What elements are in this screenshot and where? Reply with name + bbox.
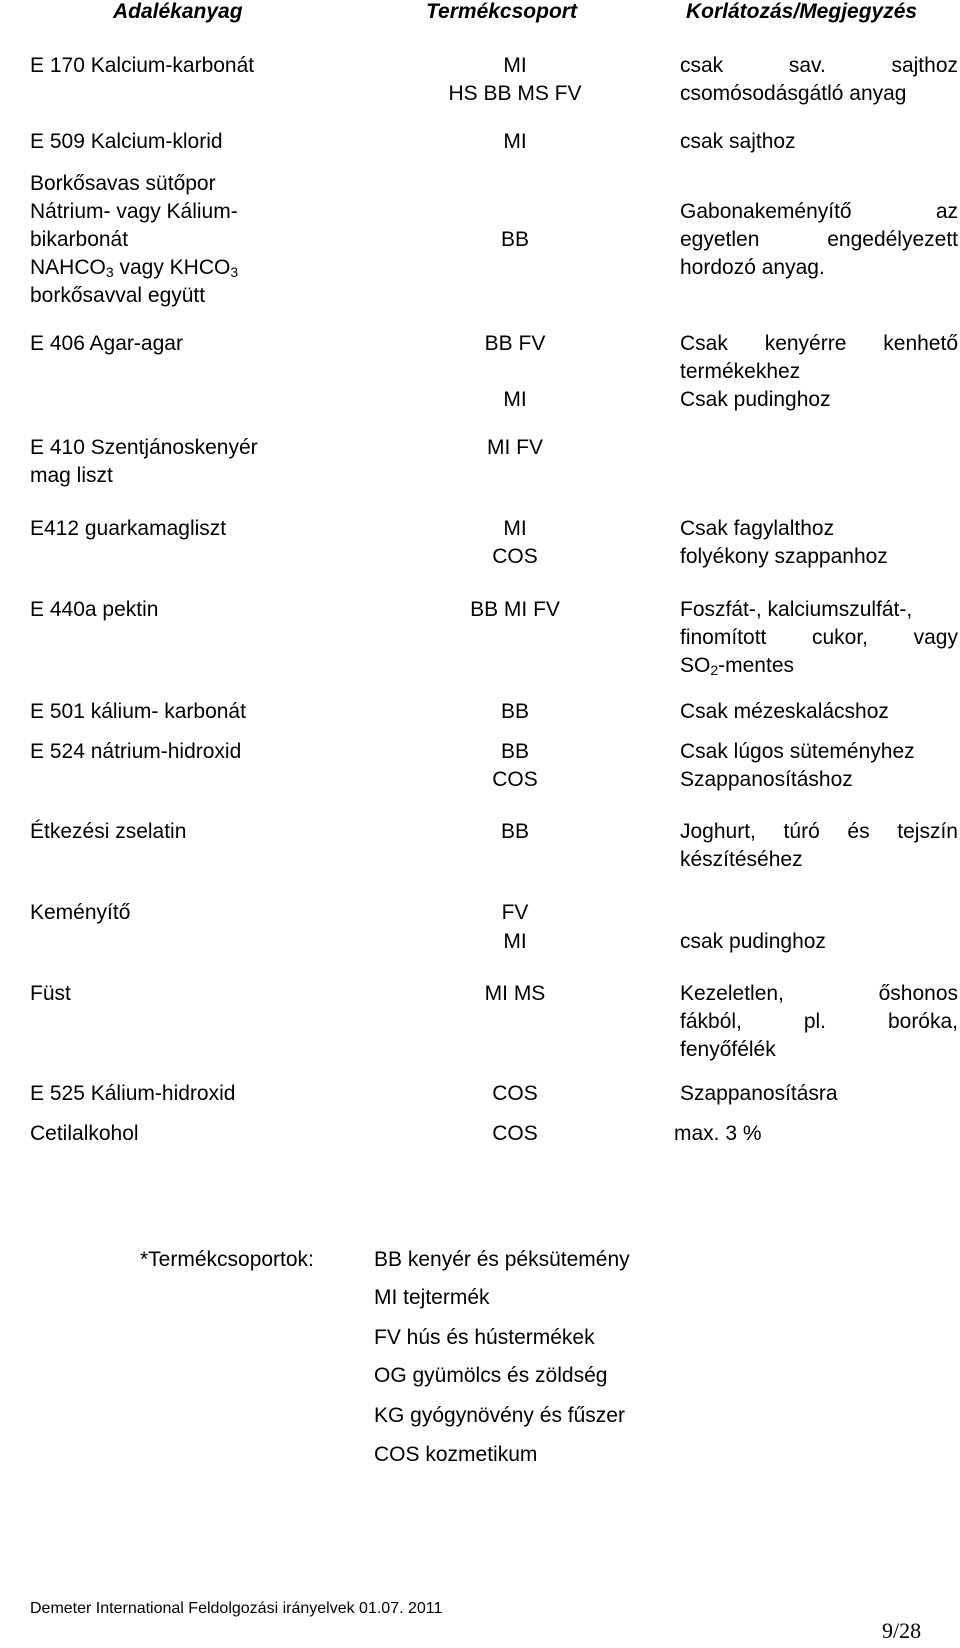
note-e406-1: Csak kenyérre kenhető — [680, 332, 958, 355]
additive-e410-2: mag liszt — [30, 464, 113, 487]
group-smoke: MI MS — [484, 982, 546, 1005]
note-e440a-2: finomított cukor, vagy — [680, 626, 958, 649]
note-starch: csak pudinghoz — [680, 930, 826, 953]
group-cetyl: COS — [492, 1122, 538, 1145]
note-e406-3: Csak pudinghoz — [680, 388, 831, 411]
legend-item-bb: BB kenyér és péksütemény — [374, 1248, 630, 1271]
additive-e501: E 501 kálium- karbonát — [30, 700, 246, 723]
note-e412-1: Csak fagylalthoz — [680, 517, 835, 540]
legend-label: *Termékcsoportok: — [140, 1248, 314, 1271]
group-e524-1: BB — [500, 740, 529, 763]
note-baking-powder-1: Gabonakeményítő az — [680, 200, 958, 223]
group-e170-2: HS BB MS FV — [448, 82, 582, 105]
note-e412-2: folyékony szappanhoz — [680, 545, 888, 568]
additive-gelatin: Étkezési zselatin — [30, 820, 187, 843]
note-cetyl: max. 3 % — [674, 1122, 762, 1145]
mentes-text: -mentes — [718, 654, 794, 677]
header-additive: Adalékanyag — [113, 0, 243, 23]
group-e412-1: MI — [503, 517, 527, 540]
additive-e412: E412 guarkamagliszt — [30, 517, 227, 540]
legend-item-cos: COS kozmetikum — [374, 1443, 538, 1466]
page-number: 9/28 — [882, 1618, 922, 1643]
group-e410: MI FV — [487, 436, 543, 459]
group-e412-2: COS — [492, 545, 538, 568]
group-e406-1: BB FV — [484, 332, 546, 355]
note-e406-2: termékekhez — [680, 360, 801, 383]
additive-e406: E 406 Agar-agar — [30, 332, 183, 355]
additive-e170: E 170 Kalcium-karbonát — [30, 54, 255, 77]
note-smoke-3: fenyőfélék — [680, 1038, 776, 1061]
note-e524-2: Szappanosításhoz — [680, 768, 853, 791]
additive-baking-powder-3: bikarbonát — [30, 228, 129, 251]
additive-e410-1: E 410 Szentjánoskenyér — [30, 436, 258, 459]
note-e440a-3 — [680, 652, 958, 680]
note-e170-2: csomósodásgátló anyag — [680, 82, 907, 105]
note-gelatin-1: Joghurt, túró és tejszín — [680, 820, 958, 843]
note-smoke-1: Kezeletlen, őshonos — [680, 982, 958, 1005]
additive-baking-powder-5: borkősavval együtt — [30, 284, 206, 307]
additive-e440a: E 440a pektin — [30, 598, 159, 621]
group-e525: COS — [492, 1082, 538, 1105]
note-gelatin-2: készítéséhez — [680, 848, 803, 871]
note-e525: Szappanosításra — [680, 1082, 838, 1105]
note-e170-1: csak sav. sajthoz — [680, 54, 958, 77]
group-e509: MI — [503, 130, 527, 153]
additive-baking-powder-2: Nátrium- vagy Kálium- — [30, 200, 238, 223]
subscript-3: 3 — [105, 264, 114, 280]
legend-item-og: OG gyümölcs és zöldség — [374, 1364, 608, 1387]
additive-e525: E 525 Kálium-hidroxid — [30, 1082, 236, 1105]
subscript-3: 3 — [230, 264, 239, 280]
note-baking-powder-2: egyetlen engedélyezett — [680, 228, 958, 251]
formula-khco: vagy KHCO — [113, 256, 231, 279]
legend-item-fv: FV hús és hústermékek — [374, 1326, 595, 1349]
legend-item-kg: KG gyógynövény és fűszer — [374, 1404, 625, 1427]
header-product-group: Termékcsoport — [426, 0, 577, 23]
group-e440a: BB MI FV — [470, 598, 560, 621]
note-e509: csak sajthoz — [680, 130, 796, 153]
additive-baking-powder-1: Borkősavas sütőpor — [30, 172, 216, 195]
additive-cetyl: Cetilalkohol — [30, 1122, 139, 1145]
additive-starch: Keményítő — [30, 901, 131, 924]
note-e440a-1: Foszfát-, kalciumszulfát-, — [680, 598, 913, 621]
group-e501: BB — [500, 700, 529, 723]
note-e501: Csak mézeskalácshoz — [680, 700, 889, 723]
additive-smoke: Füst — [30, 982, 71, 1005]
additive-baking-powder-4 — [30, 254, 238, 282]
footer-text: Demeter International Feldolgozási irányelvek 01.07. 2011 — [30, 1600, 443, 1617]
group-e406-2: MI — [503, 388, 527, 411]
note-e524-1: Csak lúgos süteményhez — [680, 740, 915, 763]
legend-item-mi: MI tejtermék — [374, 1286, 490, 1309]
subscript-2: 2 — [710, 662, 719, 678]
group-baking-powder: BB — [500, 228, 529, 251]
formula-so: SO — [680, 654, 711, 677]
group-e170-1: MI — [503, 54, 527, 77]
note-smoke-2: fákból, pl. boróka, — [680, 1010, 958, 1033]
formula-nahco: NAHCO — [30, 256, 106, 279]
group-starch-2: MI — [503, 930, 527, 953]
header-restriction: Korlátozás/Megjegyzés — [686, 0, 918, 23]
additive-e509: E 509 Kalcium-klorid — [30, 130, 223, 153]
additive-e524: E 524 nátrium-hidroxid — [30, 740, 242, 763]
group-starch-1: FV — [501, 901, 529, 924]
group-gelatin: BB — [500, 820, 529, 843]
group-e524-2: COS — [492, 768, 538, 791]
note-baking-powder-3: hordozó anyag. — [680, 256, 825, 279]
